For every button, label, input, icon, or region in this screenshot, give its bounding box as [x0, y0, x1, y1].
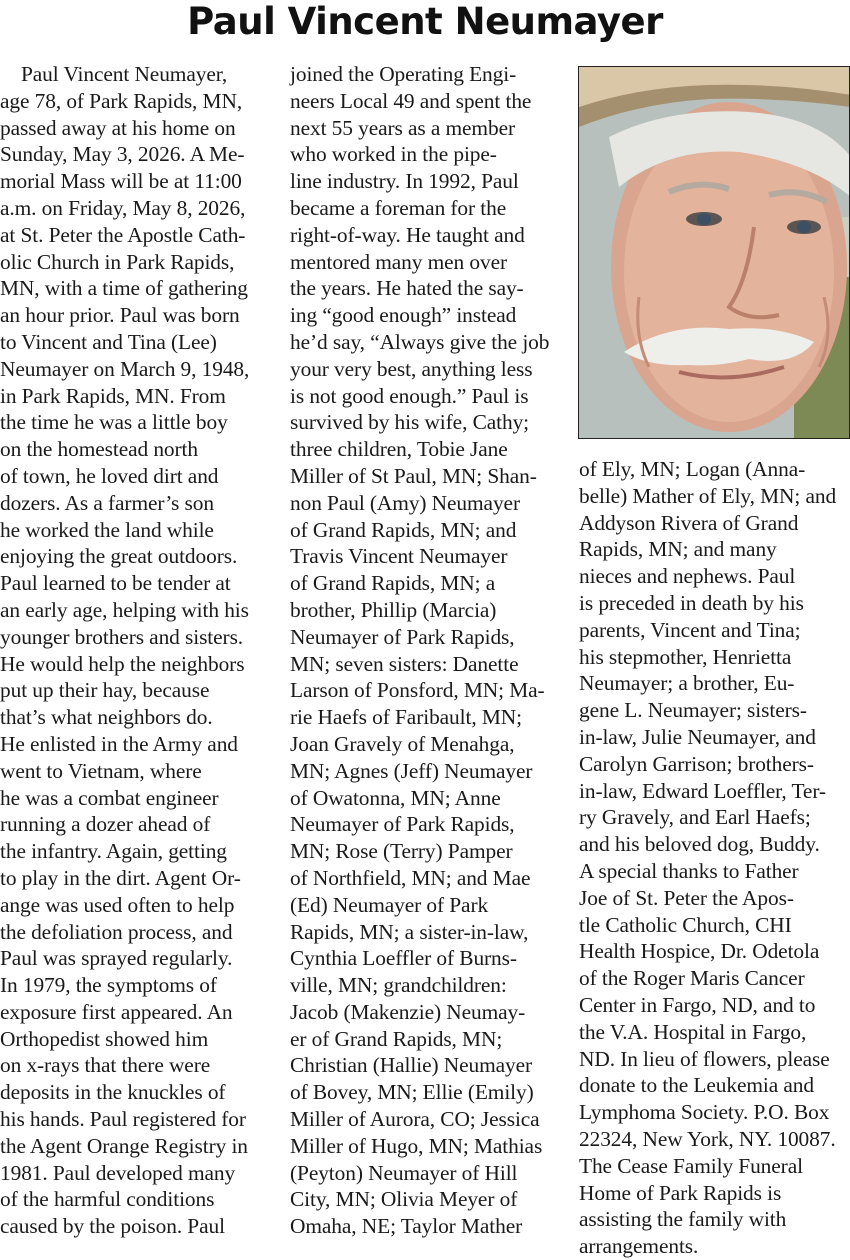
text-line: Neumayer of Park Rapids,	[290, 812, 515, 837]
text-line: in Park Rapids, MN. From	[0, 383, 226, 408]
text-line: the time he was a little boy	[0, 410, 228, 435]
text-line: Home of Park Rapids is	[579, 1180, 782, 1205]
text-line: Miller of Aurora, CO; Jessica	[290, 1107, 540, 1132]
text-line: exposure first appeared. An	[0, 999, 233, 1024]
text-line: ville, MN; grandchildren:	[290, 973, 507, 998]
text-line: mentored many men over	[290, 249, 507, 274]
text-line: Paul was sprayed regularly.	[0, 946, 233, 971]
text-line: Paul Vincent Neumayer,	[0, 62, 228, 86]
text-line: survived by his wife, Cathy;	[290, 410, 530, 435]
text-line: morial Mass will be at 11:00	[0, 169, 242, 194]
text-line: next 55 years as a member	[290, 115, 515, 140]
text-line: Joe of St. Peter the Apos-	[579, 885, 794, 910]
text-line: who worked in the pipe-	[290, 142, 497, 167]
text-line: of Northfield, MN; and Mae	[290, 865, 531, 890]
text-line: to Vincent and Tina (Lee)	[0, 329, 217, 354]
obituary-column-2	[290, 61, 566, 1240]
text-line: is preceded in death by his	[579, 590, 804, 615]
text-line: MN, with a time of gathering	[0, 276, 248, 301]
text-line: assisting the family with	[579, 1207, 787, 1232]
text-line: Health Hospice, Dr. Odetola	[579, 939, 820, 964]
text-line: caused by the poison. Paul	[0, 1214, 225, 1239]
text-line: three children, Tobie Jane	[290, 437, 508, 462]
text-line: deposits in the knuckles of	[0, 1080, 226, 1105]
text-line: MN; Rose (Terry) Pamper	[290, 839, 513, 864]
portrait-illustration	[579, 67, 850, 439]
text-line: age 78, of Park Rapids, MN,	[0, 88, 243, 113]
text-line: Joan Gravely of Menahga,	[290, 731, 515, 756]
text-line: that’s what neighbors do.	[0, 705, 213, 730]
text-line: ry Gravely, and Earl Haefs;	[579, 805, 811, 830]
text-line: Rapids, MN; a sister-in-law,	[290, 919, 529, 944]
text-line: Sunday, May 3, 2026. A Me-	[0, 142, 245, 167]
text-line: Addyson Rivera of Grand	[579, 510, 799, 535]
text-line: He would help the neighbors	[0, 651, 245, 676]
text-line: rie Haefs of Faribault, MN;	[290, 705, 522, 730]
text-line: a.m. on Friday, May 8, 2026,	[0, 195, 246, 220]
text-line: er of Grand Rapids, MN;	[290, 1026, 503, 1051]
text-line: joined the Operating Engi-	[290, 62, 517, 86]
text-line: Carolyn Garrison; brothers-	[579, 751, 814, 776]
text-line: Center in Fargo, ND, and to	[579, 992, 816, 1017]
text-line: Paul learned to be tender at	[0, 571, 231, 596]
text-line: In 1979, the symptoms of	[0, 973, 217, 998]
text-line: an early age, helping with his	[0, 597, 249, 622]
text-line: at St. Peter the Apostle Cath-	[0, 222, 246, 247]
text-line: parents, Vincent and Tina;	[579, 617, 801, 642]
text-line: Neumayer on March 9, 1948,	[0, 356, 250, 381]
text-line: tle Catholic Church, CHI	[579, 912, 792, 937]
text-line: went to Vietnam, where	[0, 758, 202, 783]
text-line: running a dozer ahead of	[0, 812, 211, 837]
text-line: non Paul (Amy) Neumayer	[290, 490, 520, 515]
text-line: A special thanks to Father	[579, 858, 799, 883]
text-line: Lymphoma Society. P.O. Box	[579, 1100, 830, 1125]
text-line: of Owatonna, MN; Anne	[290, 785, 501, 810]
text-line: he’d say, “Always give the job	[290, 329, 550, 354]
text-line: the Agent Orange Registry in	[0, 1133, 248, 1158]
text-line: line industry. In 1992, Paul	[290, 169, 519, 194]
text-line: ND. In lieu of flowers, please	[579, 1046, 830, 1071]
text-line: an hour prior. Paul was born	[0, 303, 240, 328]
obituary-column-3	[579, 456, 850, 1260]
text-line: olic Church in Park Rapids,	[0, 249, 235, 274]
text-line: the defoliation process, and	[0, 919, 233, 944]
text-line: became a foreman for the	[290, 195, 507, 220]
text-line: of the Roger Maris Cancer	[579, 966, 805, 991]
portrait-photo	[578, 66, 850, 439]
text-line: of Grand Rapids, MN; a	[290, 571, 496, 596]
text-line: 1981. Paul developed many	[0, 1160, 236, 1185]
text-line: Christian (Hallie) Neumayer	[290, 1053, 533, 1078]
text-line: MN; Agnes (Jeff) Neumayer	[290, 758, 533, 783]
text-line: Miller of St Paul, MN; Shan-	[290, 463, 537, 488]
text-line: his stepmother, Henrietta	[579, 644, 792, 669]
text-line: the infantry. Again, getting	[0, 839, 227, 864]
text-line: put up their hay, because	[0, 678, 210, 703]
text-line: Miller of Hugo, MN; Mathias	[290, 1133, 543, 1158]
text-line: of Grand Rapids, MN; and	[290, 517, 517, 542]
text-line: neers Local 49 and spent the	[290, 88, 532, 113]
text-line: of the harmful conditions	[0, 1187, 215, 1212]
text-line: Neumayer; a brother, Eu-	[579, 671, 795, 696]
text-line: in-law, Edward Loeffler, Ter-	[579, 778, 826, 803]
text-line: (Ed) Neumayer of Park	[290, 892, 489, 917]
text-line: enjoying the great outdoors.	[0, 544, 238, 569]
text-line: (Peyton) Neumayer of Hill	[290, 1160, 518, 1185]
text-line: he worked the land while	[0, 517, 214, 542]
obituary-column-1	[0, 61, 276, 1240]
text-line: the years. He hated the say-	[290, 276, 524, 301]
text-line: 22324, New York, NY. 10087.	[579, 1126, 836, 1151]
text-line: Omaha, NE; Taylor Mather	[290, 1214, 523, 1239]
text-line: Larson of Ponsford, MN; Ma-	[290, 678, 545, 703]
text-line: nieces and nephews. Paul	[579, 564, 796, 589]
text-line: Jacob (Makenzie) Neumay-	[290, 999, 526, 1024]
text-line: on the homestead north	[0, 437, 198, 462]
text-line: ing “good enough” instead	[290, 303, 517, 328]
text-line: to play in the dirt. Agent Or-	[0, 865, 241, 890]
text-line: of Ely, MN; Logan (Anna-	[579, 457, 806, 481]
text-line: your very best, anything less	[290, 356, 533, 381]
text-line: passed away at his home on	[0, 115, 236, 140]
text-line: Orthopedist showed him	[0, 1026, 209, 1051]
text-line: Travis Vincent Neumayer	[290, 544, 508, 569]
text-line: donate to the Leukemia and	[579, 1073, 814, 1098]
text-line: brother, Phillip (Marcia)	[290, 597, 497, 622]
text-line: dozers. As a farmer’s son	[0, 490, 214, 515]
text-line: arrangements.	[579, 1234, 699, 1259]
text-line: He enlisted in the Army and	[0, 731, 238, 756]
text-line: the V.A. Hospital in Fargo,	[579, 1019, 807, 1044]
text-line: ange was used often to help	[0, 892, 235, 917]
text-line: on x-rays that there were	[0, 1053, 211, 1078]
text-line: is not good enough.” Paul is	[290, 383, 529, 408]
text-line: of Bovey, MN; Ellie (Emily)	[290, 1080, 534, 1105]
text-line: younger brothers and sisters.	[0, 624, 244, 649]
text-line: of town, he loved dirt and	[0, 463, 219, 488]
text-line: Neumayer of Park Rapids,	[290, 624, 515, 649]
text-line: MN; seven sisters: Danette	[290, 651, 519, 676]
text-line: The Cease Family Funeral	[579, 1153, 803, 1178]
text-line: his hands. Paul registered for	[0, 1107, 246, 1132]
text-line: City, MN; Olivia Meyer of	[290, 1187, 518, 1212]
text-line: and his beloved dog, Buddy.	[579, 832, 820, 857]
obituary-title: Paul Vincent Neumayer	[187, 0, 663, 43]
text-line: belle) Mather of Ely, MN; and	[579, 483, 837, 508]
text-line: in-law, Julie Neumayer, and	[579, 724, 816, 749]
text-line: Rapids, MN; and many	[579, 537, 777, 562]
text-line: right-of-way. He taught and	[290, 222, 525, 247]
text-line: gene L. Neumayer; sisters-	[579, 698, 807, 723]
text-line: Cynthia Loeffler of Burns-	[290, 946, 517, 971]
text-line: he was a combat engineer	[0, 785, 219, 810]
